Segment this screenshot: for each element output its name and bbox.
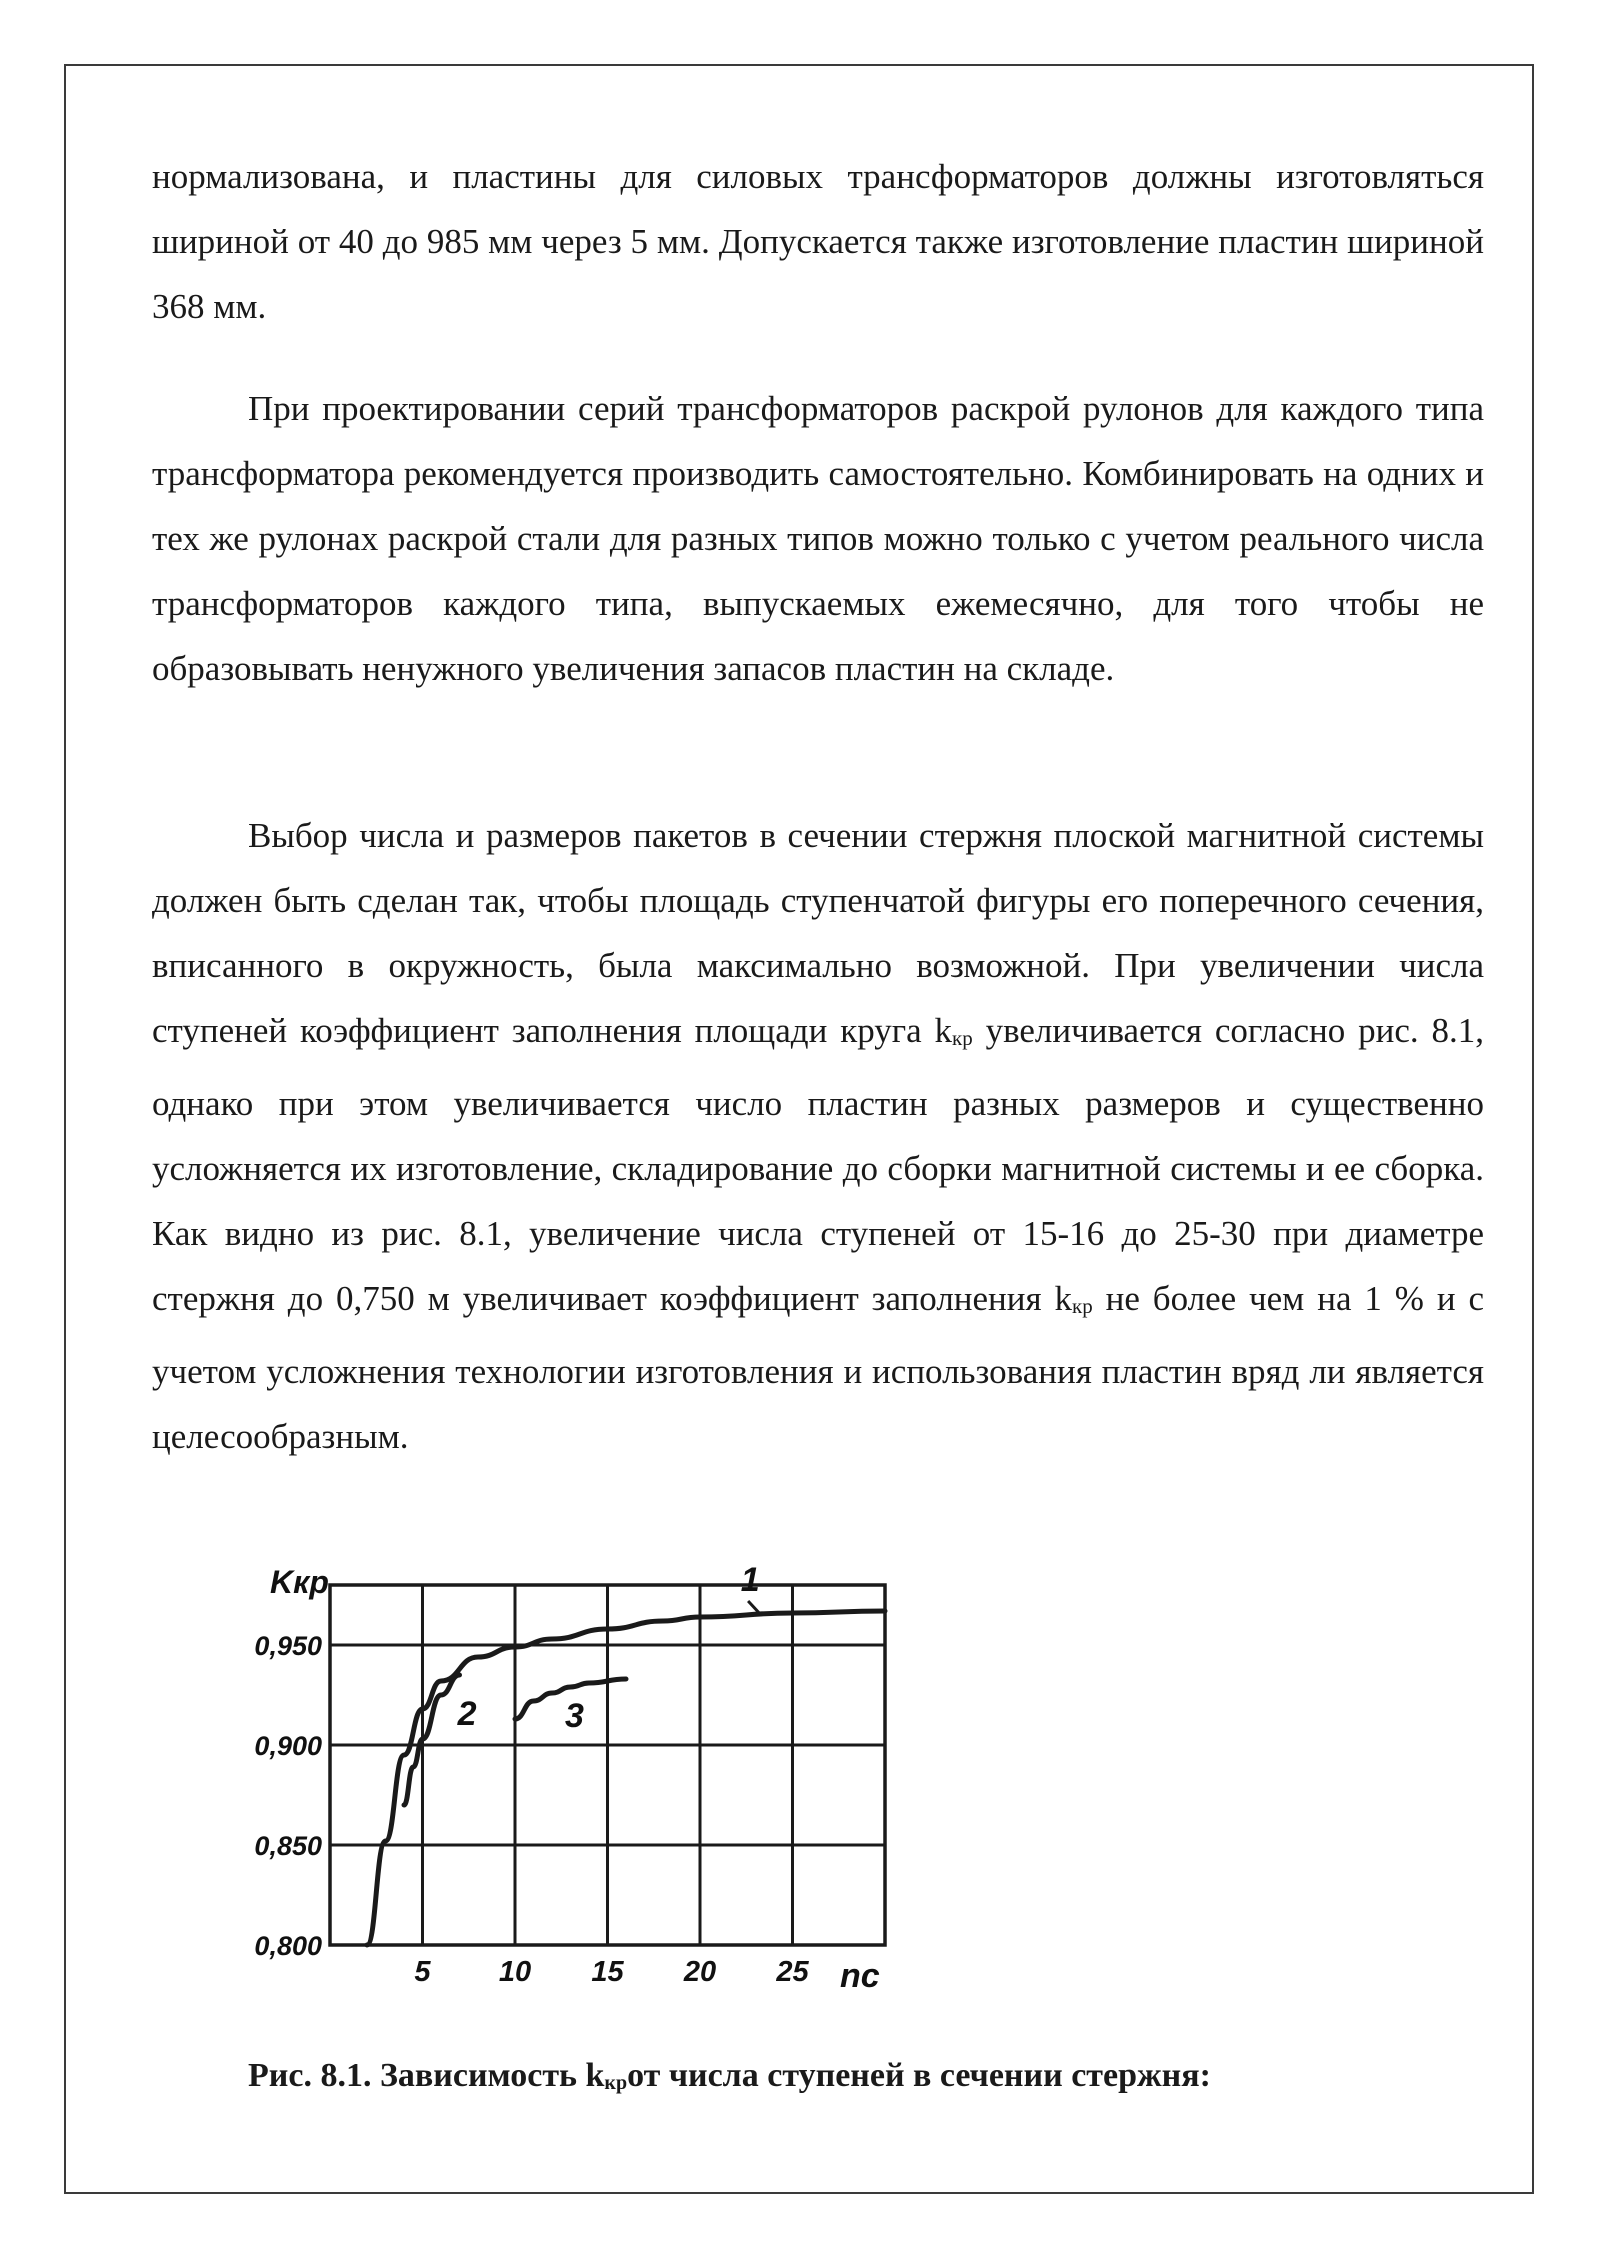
- caption-subscript: кр: [604, 2072, 628, 2094]
- subscript: кр: [1072, 1294, 1093, 1318]
- figure-caption: [248, 2054, 1448, 2105]
- series-label-3: 3: [564, 1697, 584, 1735]
- text-run: При проектировании серий трансформаторов раскрой рулонов для каждого типа трансформатора рекомендуется производить самостоятельно. Комбинировать на одних и тех же рулонах раскрой стали для разных типов можно только с учетом реального числа трансформаторов каждого типа, выпускаемых ежемесячно, для того чтобы не образовывать ненужного увеличения запасов пластин на складе.: [152, 389, 1484, 688]
- y-tick-label: 0,950: [254, 1631, 322, 1661]
- subscript: кр: [952, 1026, 973, 1050]
- paragraph-3: [152, 803, 1484, 1469]
- x-tick-label: 15: [591, 1956, 624, 1988]
- caption-prefix: Рис. 8.1. Зависимость k: [248, 2057, 605, 2094]
- y-axis-label: Kкр: [270, 1564, 329, 1600]
- series-label-leader: [748, 1601, 759, 1613]
- y-tick-label: 0,900: [254, 1731, 322, 1761]
- series-line-1: [367, 1611, 885, 1945]
- paragraph-2: [152, 376, 1484, 701]
- series-label-1: 1: [740, 1561, 760, 1599]
- text-run: не более чем на 1 % и с учетом усложнения технологии изготовления и использования пластин вряд ли является целесообразным.: [152, 1279, 1484, 1456]
- text-run: увеличивается согласно рис. 8.1, однако при этом увеличивается число пластин разных размеров и существенно усложняется их изготовление, складирование до сборки магнитной системы и ее сборка. Как видно из рис. 8.1, увеличение числа ступеней от 15-16 до 25-30 при диаметре стержня до 0,750 м увеличивает коэффициент заполнения k: [152, 1011, 1484, 1318]
- x-tick-label: 20: [683, 1956, 717, 1988]
- y-tick-label: 0,800: [254, 1931, 322, 1961]
- kkr-chart: [240, 1550, 920, 2010]
- y-tick-label: 0,850: [254, 1831, 322, 1861]
- paragraph-1: [152, 144, 1484, 339]
- x-tick-label: 25: [776, 1956, 809, 1988]
- caption-suffix: от числа ступеней в сечении стержня:: [627, 2057, 1211, 2094]
- x-axis-label: nс: [840, 1957, 880, 1995]
- series-label-2: 2: [457, 1695, 477, 1733]
- text-run: нормализована, и пластины для силовых трансформаторов должны изготовляться шириной от 40 до 985 мм через 5 мм. Допускается также изготовление пластин шириной 368 мм.: [152, 157, 1484, 326]
- x-tick-label: 10: [498, 1956, 532, 1988]
- figure-8-1: [240, 1550, 920, 2010]
- x-tick-label: 5: [414, 1956, 431, 1988]
- text-run: Выбор числа и размеров пакетов в сечении стержня плоской магнитной системы должен быть сделан так, чтобы площадь ступенчатой фигуры его поперечного сечения, вписанного в окружность, была максимально возможной. При увеличении числа ступеней коэффициент заполнения площади круга k: [152, 816, 1484, 1050]
